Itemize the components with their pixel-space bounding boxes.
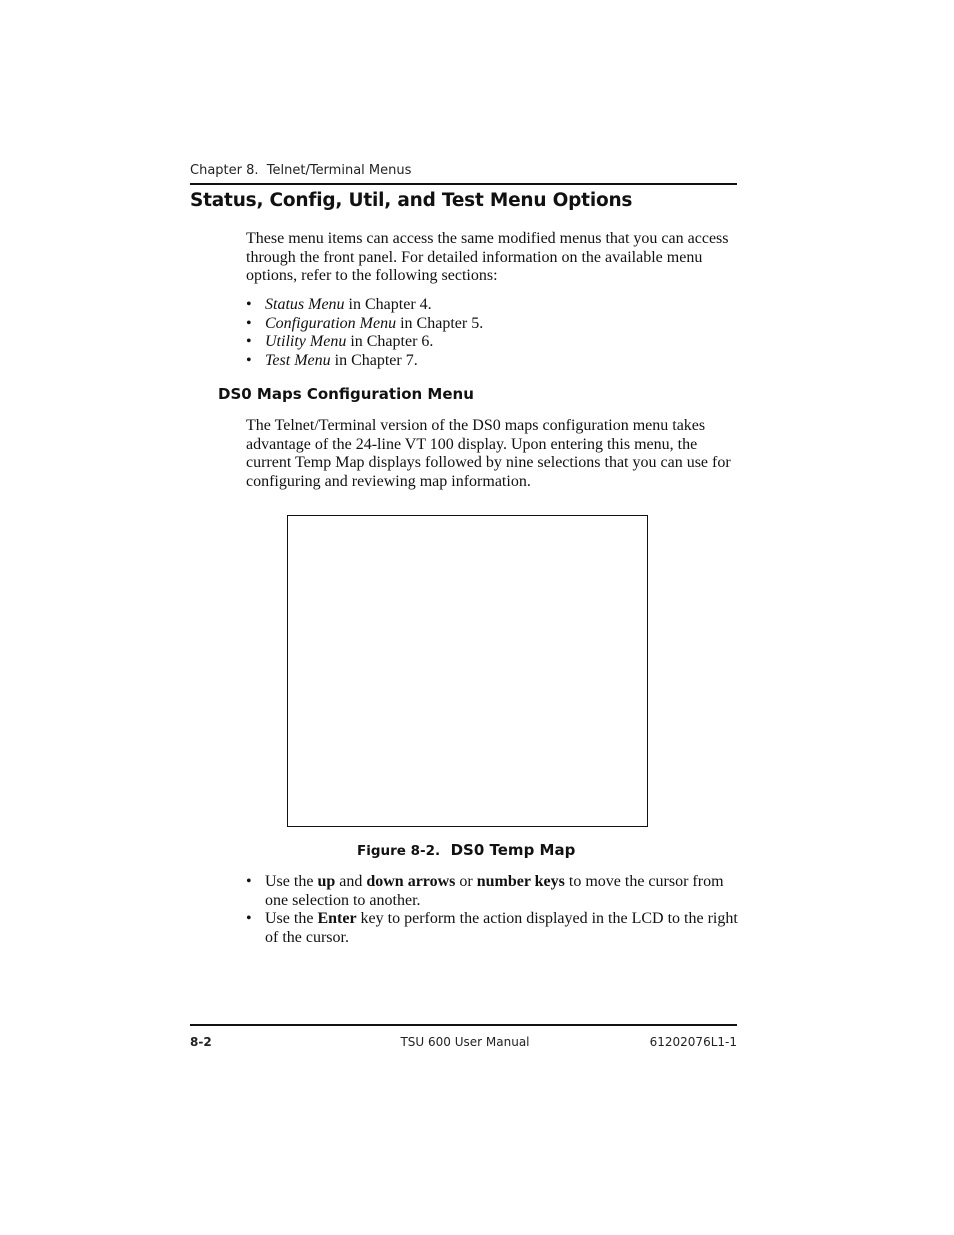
reference-location: in Chapter 6. <box>346 333 434 351</box>
figure-frame <box>287 515 648 827</box>
key-name: number keys <box>476 873 565 890</box>
reference-location: in Chapter 7. <box>330 352 418 370</box>
list-item <box>246 873 738 910</box>
reference-name: Test Menu <box>265 352 331 370</box>
instruction-list <box>246 873 738 948</box>
list-item <box>246 333 738 352</box>
figure-title: DS0 Temp Map <box>450 841 576 859</box>
instruction-text: and <box>335 873 367 890</box>
part-number: 61202076L1-1 <box>649 1035 737 1049</box>
page-number: 8-2 <box>190 1035 212 1049</box>
instruction-text: Use the <box>265 910 318 928</box>
reference-location: in Chapter 5. <box>396 314 484 332</box>
key-name: down arrows <box>366 873 456 890</box>
intro-paragraph: These menu items can access the same modified menus that you can access through the front panel. For detailed information on the available menu options, refer to the following sections: <box>246 230 729 285</box>
reference-name: Configuration Menu <box>265 314 397 332</box>
list-item <box>246 296 738 315</box>
running-head: Chapter 8. Telnet/Terminal Menus <box>190 163 412 178</box>
instruction-text: or <box>455 873 477 890</box>
subsection-title: DS0 Maps Configuration Menu <box>218 385 474 403</box>
figure-caption <box>357 841 575 859</box>
header-rule <box>190 183 737 185</box>
manual-title: TSU 600 User Manual <box>400 1035 530 1049</box>
reference-name: Utility Menu <box>265 333 347 351</box>
figure-number: Figure 8-2. <box>357 843 441 859</box>
instruction-text: Use the <box>265 873 318 890</box>
instruction-text: key to perform the action displayed in the LCD to the right of the cursor. <box>265 910 738 947</box>
key-name: Enter <box>317 910 357 928</box>
instruction-text: to move the cursor from one selection to another. <box>265 873 724 909</box>
ds0-paragraph: The Telnet/Terminal version of the DS0 maps configuration menu takes advantage of the 24-line VT 100 display. Upon entering this menu, the current Temp Map displays followed by nine selections that you can use for configuring and reviewing map information. <box>246 417 731 491</box>
reference-name: Status Menu <box>265 296 345 313</box>
list-item <box>246 352 738 371</box>
list-item <box>246 315 738 334</box>
key-name: up <box>317 873 336 890</box>
footer-rule <box>190 1024 737 1026</box>
section-title: Status, Config, Util, and Test Menu Options <box>190 190 633 211</box>
reference-location: in Chapter 4. <box>344 296 432 313</box>
reference-list <box>246 296 738 371</box>
list-item <box>246 910 738 947</box>
